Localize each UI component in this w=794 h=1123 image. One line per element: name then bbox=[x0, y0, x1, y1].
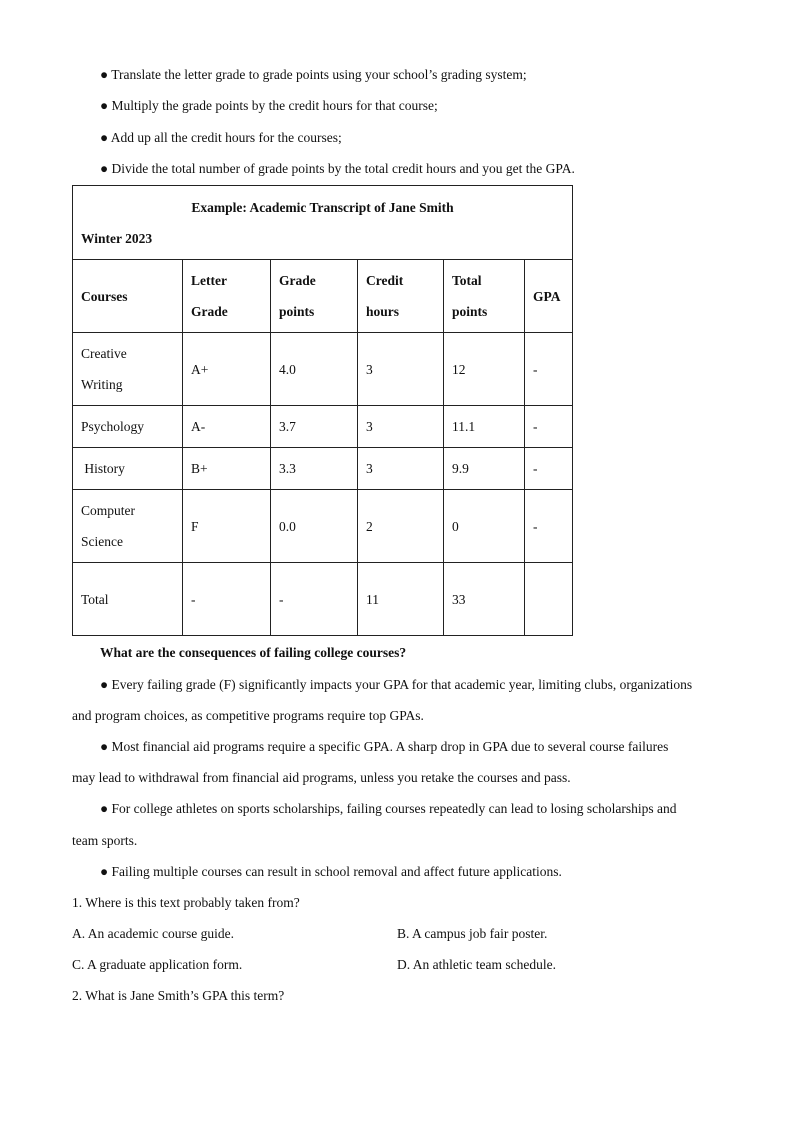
transcript-table bbox=[72, 185, 573, 636]
paragraph-line: ● For college athletes on sports scholarships, failing courses repeatedly can lead to losing scholarships and bbox=[100, 801, 677, 816]
consequences-heading: What are the consequences of failing college courses? bbox=[100, 645, 407, 660]
cell-letter: - bbox=[183, 563, 271, 636]
question-2: 2. What is Jane Smith’s GPA this term? bbox=[72, 988, 285, 1003]
cell-gpa: - bbox=[525, 333, 573, 406]
question-1: 1. Where is this text probably taken from? bbox=[72, 895, 300, 910]
cell-letter: A+ bbox=[183, 333, 271, 406]
cell-hours: 11 bbox=[358, 563, 444, 636]
header-letter-grade: Letter Grade bbox=[183, 260, 271, 333]
cell-letter: F bbox=[183, 490, 271, 563]
cell-hours: 3 bbox=[358, 448, 444, 490]
cell-points: 3.7 bbox=[271, 406, 358, 448]
cell-gpa: - bbox=[525, 448, 573, 490]
table-title-cell bbox=[73, 186, 573, 260]
table-row bbox=[73, 490, 573, 563]
cell-total: 33 bbox=[444, 563, 525, 636]
paragraph-line: team sports. bbox=[72, 833, 138, 848]
cell-points: 4.0 bbox=[271, 333, 358, 406]
cell-gpa bbox=[525, 563, 573, 636]
cell-course: Psychology bbox=[73, 406, 183, 448]
cell-course: Computer Science bbox=[73, 490, 183, 563]
table-term: Winter 2023 bbox=[81, 230, 153, 246]
step-4: ● Divide the total number of grade points by the total credit hours and you get the GPA. bbox=[100, 161, 575, 176]
cell-points: - bbox=[271, 563, 358, 636]
paragraph-line: ● Failing multiple courses can result in school removal and affect future applications. bbox=[100, 864, 562, 879]
header-gpa: GPA bbox=[525, 260, 573, 333]
cell-letter: B+ bbox=[183, 448, 271, 490]
cell-letter: A- bbox=[183, 406, 271, 448]
cell-gpa: - bbox=[525, 490, 573, 563]
cell-total: 9.9 bbox=[444, 448, 525, 490]
cell-total: 12 bbox=[444, 333, 525, 406]
cell-course: Creative Writing bbox=[73, 333, 183, 406]
cell-gpa: - bbox=[525, 406, 573, 448]
cell-total: 11.1 bbox=[444, 406, 525, 448]
header-grade-points: Grade points bbox=[271, 260, 358, 333]
cell-hours: 2 bbox=[358, 490, 444, 563]
cell-points: 0.0 bbox=[271, 490, 358, 563]
header-credit-hours: Credit hours bbox=[358, 260, 444, 333]
paragraph-line: ● Every failing grade (F) significantly impacts your GPA for that academic year, limiting clubs, organizations bbox=[100, 677, 693, 692]
cell-hours: 3 bbox=[358, 333, 444, 406]
cell-hours: 3 bbox=[358, 406, 444, 448]
paragraph-line: ● Most financial aid programs require a specific GPA. A sharp drop in GPA due to several course failures bbox=[100, 739, 669, 754]
header-total-points: Total points bbox=[444, 260, 525, 333]
table-total-row bbox=[73, 563, 573, 636]
table-header-row bbox=[73, 260, 573, 333]
cell-course: Total bbox=[73, 563, 183, 636]
option-b: B. A campus job fair poster. bbox=[397, 926, 548, 941]
table-row bbox=[73, 333, 573, 406]
table-row bbox=[73, 406, 573, 448]
cell-course: History bbox=[73, 448, 183, 490]
option-d: D. An athletic team schedule. bbox=[397, 957, 556, 972]
step-1: ● Translate the letter grade to grade points using your school’s grading system; bbox=[100, 67, 527, 82]
step-3: ● Add up all the credit hours for the courses; bbox=[100, 130, 342, 145]
table-title: Example: Academic Transcript of Jane Smith bbox=[191, 199, 454, 215]
paragraph-line: and program choices, as competitive programs require top GPAs. bbox=[72, 708, 424, 723]
table-row bbox=[73, 448, 573, 490]
option-a: A. An academic course guide. bbox=[72, 926, 234, 941]
paragraph-line: may lead to withdrawal from financial aid programs, unless you retake the courses and pass. bbox=[72, 770, 571, 785]
cell-total: 0 bbox=[444, 490, 525, 563]
step-2: ● Multiply the grade points by the credit hours for that course; bbox=[100, 98, 438, 113]
option-c: C. A graduate application form. bbox=[72, 957, 243, 972]
header-courses: Courses bbox=[73, 260, 183, 333]
cell-points: 3.3 bbox=[271, 448, 358, 490]
